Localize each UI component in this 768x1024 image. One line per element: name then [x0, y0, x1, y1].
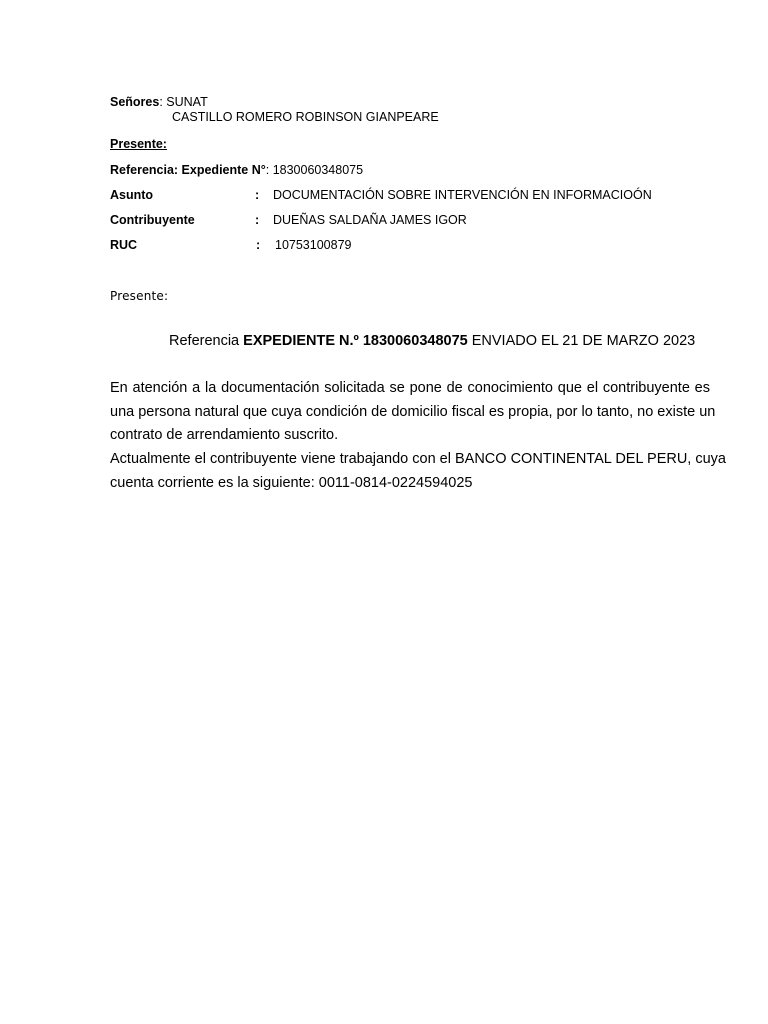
body-line: En atención a la documentación solicitada se pone de conocimiento que el contribuyente es	[110, 380, 710, 396]
field-label-contribuyente: Contribuyente	[110, 213, 195, 227]
field-value-contribuyente: DUEÑAS SALDAÑA JAMES IGOR	[273, 213, 467, 227]
referencia-line	[110, 163, 363, 177]
field-value-ruc: 10753100879	[275, 238, 352, 252]
body-line: contrato de arrendamiento suscrito.	[110, 427, 339, 444]
senores-line	[110, 95, 208, 109]
body-line: una persona natural que cuya condición de domicilio fiscal es propia, por lo tanto, no existe un	[110, 403, 716, 420]
referencia-label: Referencia: Expediente N°	[110, 163, 266, 177]
referencia-value: : 1830060348075	[265, 163, 364, 177]
reference-expediente: EXPEDIENTE N.º 1830060348075	[243, 333, 468, 349]
field-value-asunto: DOCUMENTACIÓN SOBRE INTERVENCIÓN EN INFORMACIOÓN	[273, 188, 652, 202]
senores-value: : SUNAT	[159, 95, 208, 109]
field-label-ruc: RUC	[110, 238, 138, 252]
field-label-asunto: Asunto	[110, 188, 154, 202]
field-colon-asunto: :	[255, 188, 260, 202]
senores-value-line2: CASTILLO ROMERO ROBINSON GIANPEARE	[172, 110, 439, 124]
field-colon-contribuyente: :	[255, 213, 260, 227]
body-paragraph	[110, 377, 726, 496]
body-line: Actualmente el contribuyente viene trabajando con el BANCO CONTINENTAL DEL PERU, cuya	[110, 451, 726, 468]
senores-label: Señores	[110, 95, 160, 109]
reference-prefix: Referencia	[169, 333, 244, 349]
reference-suffix: ENVIADO EL 21 DE MARZO 2023	[467, 333, 696, 349]
presente-line: Presente:	[110, 289, 169, 303]
reference-line	[169, 333, 695, 349]
presente-heading: Presente:	[110, 137, 167, 151]
field-colon-ruc: :	[256, 238, 261, 252]
body-line: cuenta corriente es la siguiente: 0011-0814-0224594025	[110, 474, 473, 491]
